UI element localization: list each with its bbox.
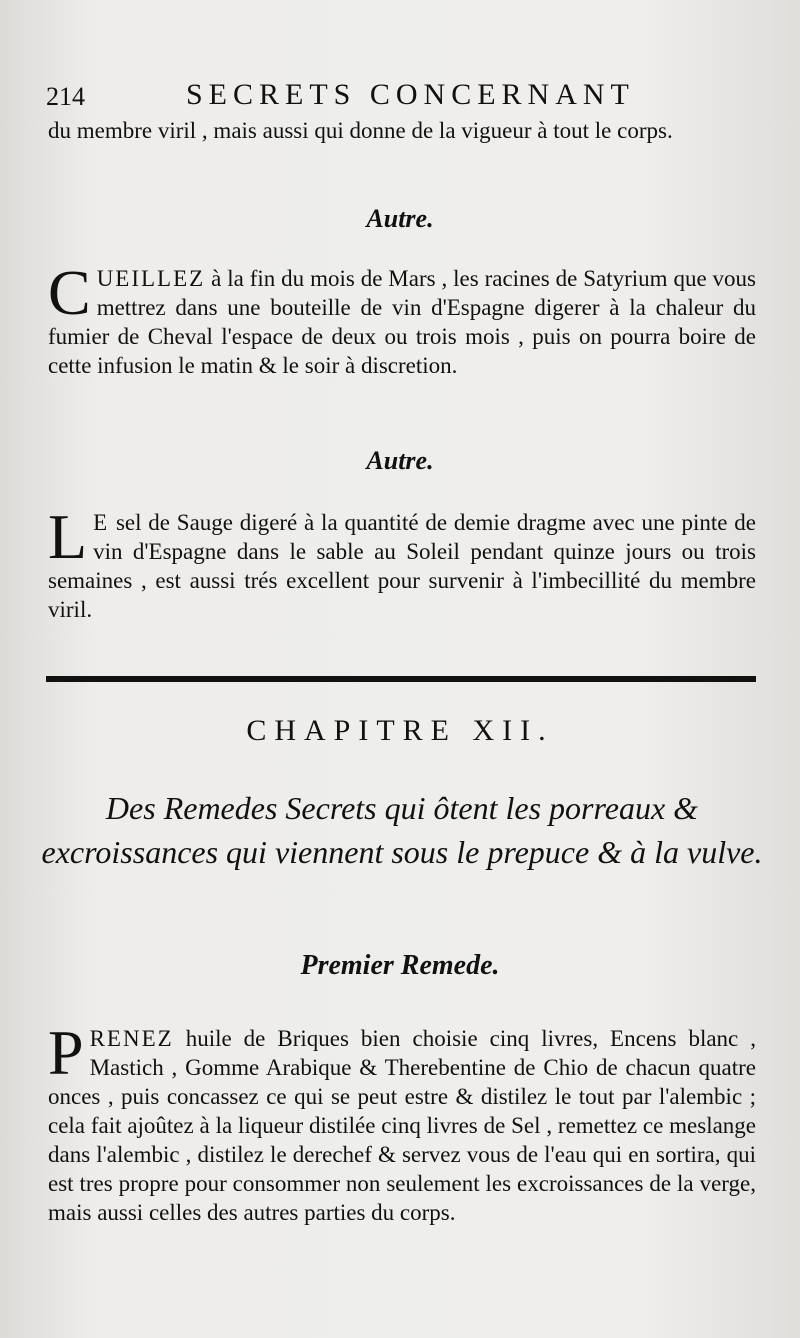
running-title: SECRETS CONCERNANT	[186, 78, 635, 111]
paragraph-body: à la fin du mois de Mars , les racines de Satyrium que vous mettrez dans une bouteille de vin d'Espagne digerer à la chaleur du fumier de Cheval l'espace de deux ou trois mois , puis on pourra boire de cette infusion le matin & le soir à discretion.	[48, 266, 757, 378]
section-heading: Autre.	[366, 204, 434, 233]
paragraph	[48, 257, 757, 380]
paragraph-body: sel de Sauge digeré à la quantité de demie dragme avec une pinte de vin d'Espagne dans le sable au Soleil pendant quinze jours ou trois semaines , est aussi trés excellent pour survenir à l'imbecillité du membre viril.	[48, 510, 756, 622]
section-heading: Autre.	[366, 446, 434, 475]
section-divider	[46, 676, 756, 682]
paragraph-lead: E	[93, 510, 110, 535]
paragraph	[48, 1017, 757, 1227]
paragraph-lead: UEILLEZ	[96, 266, 206, 291]
page-number: 214	[46, 82, 85, 111]
drop-cap: P	[48, 1017, 84, 1088]
section-heading: Premier Remede.	[300, 950, 500, 981]
paragraph-lead: RENEZ	[89, 1026, 174, 1051]
chapter-title: CHAPITRE XII.	[246, 714, 554, 747]
continuation-paragraph: du membre viril , mais aussi qui donne de la vigueur à tout le corps.	[48, 118, 673, 143]
drop-cap: C	[48, 257, 91, 328]
paragraph-body: huile de Briques bien choisie cinq livres, Encens blanc , Mastich , Gomme Arabique & Therebentine de Chio de chacun quatre onces , puis concassez ce qui se peut estre & distilez le tout par l'alembic ; cela fait ajoûtez à la liqueur distilée cinq livres de Sel , remettez ce meslange dans l'alembic , distilez le derechef & servez vous de l'eau qui en sortira, qui est tres propre pour consommer non seulement les excroissances de la verge, mais aussi celles des autres parties du corps.	[48, 1026, 757, 1225]
running-head	[46, 78, 746, 118]
drop-cap: L	[48, 501, 88, 572]
chapter-subtitle: Des Remedes Secrets qui ôtent les porreaux & excroissances qui viennent sous le prepuce & à la vulve.	[41, 790, 763, 870]
paragraph	[48, 501, 756, 624]
